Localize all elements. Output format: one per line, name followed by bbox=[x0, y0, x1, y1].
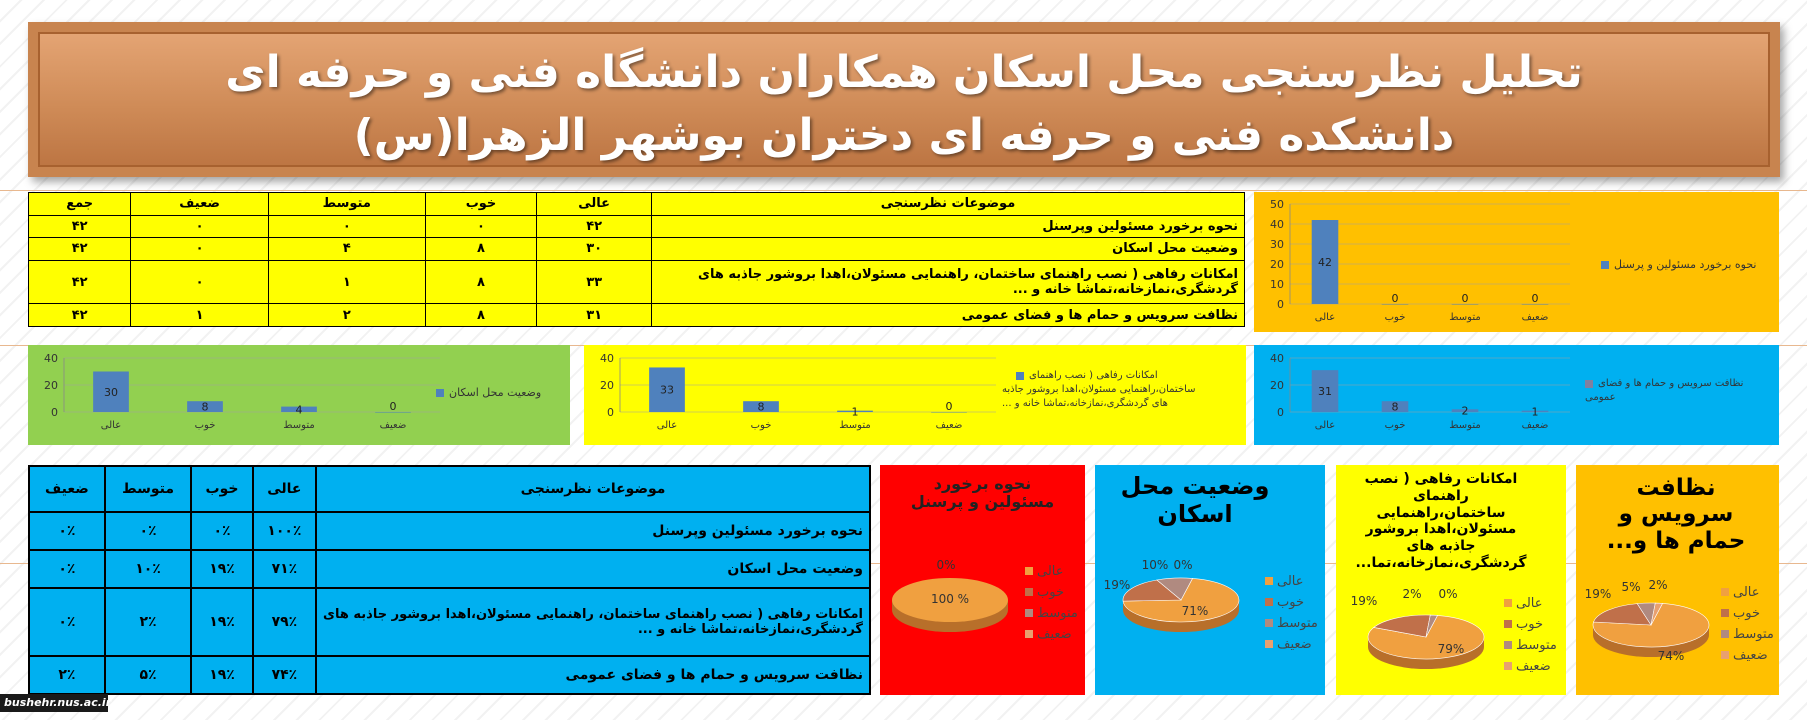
legend-label: عالی bbox=[1277, 574, 1304, 589]
table-cell: نظافت سرویس و حمام ها و فضای عمومی bbox=[316, 656, 870, 694]
bar-chart-svg bbox=[1254, 192, 1594, 332]
bar-chart-panel-1 bbox=[1254, 192, 1779, 332]
table-cell: ۱۰٪ bbox=[105, 550, 191, 588]
pie-title-line: نحوه برخورد bbox=[933, 474, 1032, 493]
table-cell: ۴ bbox=[268, 238, 425, 261]
table-cell: ۱۹٪ bbox=[191, 588, 253, 656]
pie-data-label: 74% bbox=[1657, 649, 1685, 663]
x-tick-label: ضعیف bbox=[379, 420, 407, 431]
data-label: 1 bbox=[1531, 405, 1539, 419]
table-cell: ۰ bbox=[131, 215, 269, 238]
bar-chart-panel-2 bbox=[28, 345, 570, 445]
x-tick-label: متوسط bbox=[283, 420, 315, 431]
y-tick-label: 20 bbox=[1270, 379, 1284, 392]
pie-data-label: 2% bbox=[1648, 578, 1668, 592]
banner-title-line2: دانشکده فنی و حرفه ای دختران بوشهر الزهرا(س) bbox=[353, 110, 1455, 161]
legend-swatch bbox=[1025, 630, 1033, 638]
table-cell: ۲ bbox=[268, 304, 425, 327]
legend-swatch bbox=[1721, 609, 1729, 617]
table-cell: ۳۳ bbox=[537, 260, 652, 304]
legend-label: عمومی bbox=[1585, 392, 1616, 403]
table-cell: ۰٪ bbox=[29, 550, 105, 588]
chart-legend bbox=[1585, 377, 1765, 405]
chart-legend bbox=[1601, 254, 1771, 275]
x-tick-label: متوسط bbox=[1449, 420, 1481, 431]
pie-title-line: اسکان bbox=[1157, 499, 1233, 528]
y-tick-label: 0 bbox=[1277, 406, 1284, 419]
data-label: 8 bbox=[1391, 400, 1399, 414]
y-tick-label: 40 bbox=[1270, 218, 1284, 231]
x-tick-label: ضعیف bbox=[1521, 420, 1549, 431]
legend-label: عالی bbox=[1516, 596, 1543, 611]
table-cell: ۷۴٪ bbox=[253, 656, 316, 694]
pie-chart-svg bbox=[1336, 465, 1566, 695]
legend-swatch bbox=[1585, 380, 1593, 388]
y-tick-label: 30 bbox=[1270, 238, 1284, 251]
pie-title-line: مسئولان،اهدا بروشور bbox=[1365, 521, 1517, 538]
table-cell: ۱۰۰٪ bbox=[253, 512, 316, 550]
x-tick-label: خوب bbox=[750, 420, 772, 431]
table-cell: ۵٪ bbox=[105, 656, 191, 694]
table-row bbox=[29, 550, 870, 588]
x-tick-label: عالی bbox=[100, 420, 122, 431]
table-cell: ۴۲ bbox=[29, 304, 131, 327]
table-cell: ۱ bbox=[131, 304, 269, 327]
pie-title-line: مسئولین و پرسنل bbox=[910, 492, 1055, 512]
pie-data-label: 0% bbox=[1173, 558, 1193, 572]
legend-swatch bbox=[1016, 372, 1024, 380]
y-tick-label: 0 bbox=[51, 406, 58, 419]
x-tick-label: ضعیف bbox=[1521, 312, 1549, 323]
chart-legend bbox=[436, 382, 556, 403]
legend-swatch bbox=[1504, 620, 1512, 628]
table-header-row bbox=[29, 466, 870, 512]
table-row bbox=[29, 656, 870, 694]
pie-chart-svg bbox=[1576, 465, 1779, 695]
table-cell: ۰٪ bbox=[105, 512, 191, 550]
data-label: 33 bbox=[660, 383, 674, 397]
legend-label: خوب bbox=[1277, 595, 1304, 610]
pie-title-line: سرویس و bbox=[1618, 501, 1734, 528]
pie-data-label: 0% bbox=[1438, 587, 1458, 601]
legend-swatch bbox=[1721, 630, 1729, 638]
data-label: 30 bbox=[104, 385, 118, 399]
table-cell: ۳۱ bbox=[537, 304, 652, 327]
x-tick-label: متوسط bbox=[839, 420, 871, 431]
pie-panel-4 bbox=[1576, 465, 1779, 695]
data-label: 1 bbox=[851, 405, 859, 419]
pie-chart-svg bbox=[880, 465, 1085, 695]
table-cell: ۱۹٪ bbox=[191, 656, 253, 694]
bar-chart-svg bbox=[1254, 345, 1584, 445]
x-tick-label: عالی bbox=[1314, 420, 1336, 431]
x-tick-label: متوسط bbox=[1449, 312, 1481, 323]
col-header: ضعیف bbox=[131, 193, 269, 216]
data-label: 0 bbox=[1461, 292, 1469, 305]
x-tick-label: عالی bbox=[656, 420, 678, 431]
legend-label: متوسط bbox=[1516, 638, 1557, 653]
legend-label: متوسط bbox=[1277, 616, 1318, 631]
pie-data-label: 19% bbox=[1584, 587, 1612, 601]
y-tick-label: 40 bbox=[44, 352, 58, 365]
pie-title-line: امکانات رفاهی ( نصب bbox=[1364, 471, 1518, 487]
pie-data-label: 100 % bbox=[930, 592, 970, 606]
pie-title-line: راهنمای bbox=[1413, 487, 1469, 504]
pie-data-label: 0% bbox=[936, 558, 956, 572]
table-cell: وضعیت محل اسکان bbox=[316, 550, 870, 588]
counts-table bbox=[28, 192, 1245, 327]
legend-label: عالی bbox=[1733, 585, 1760, 600]
legend-label: های گردشگری،نمازخانه،تماشا خانه و ... bbox=[1002, 398, 1168, 409]
table-row bbox=[29, 588, 870, 656]
col-header: خوب bbox=[191, 466, 253, 512]
table-cell: امکانات رفاهی ( نصب راهنمای ساختمان، راهنمایی مسئولان،اهدا بروشور جاذبه های گردشگری،نمازخانه،تماشا خانه و ... bbox=[316, 588, 870, 656]
pie-data-label: 19% bbox=[1103, 578, 1131, 592]
col-header: متوسط bbox=[105, 466, 191, 512]
pie-title-line: نظافت bbox=[1636, 475, 1716, 501]
pie-panel-2 bbox=[1095, 465, 1325, 695]
y-tick-label: 40 bbox=[600, 352, 614, 365]
table-cell: ۴۲ bbox=[537, 215, 652, 238]
pie-data-label: 2% bbox=[1402, 587, 1422, 601]
pie-title-line: جاذبه های bbox=[1406, 538, 1476, 555]
chart-legend bbox=[1002, 369, 1232, 411]
col-header: موضوعات نظرسنجی bbox=[316, 466, 870, 512]
data-label: 0 bbox=[945, 400, 953, 413]
title-banner bbox=[28, 22, 1780, 177]
pie-title-line: حمام ها و... bbox=[1606, 527, 1746, 554]
site-logo: bushehr.nus.ac.ir bbox=[0, 694, 108, 712]
table-cell: ۰٪ bbox=[29, 512, 105, 550]
data-label: 0 bbox=[389, 400, 397, 413]
y-tick-label: 0 bbox=[1277, 298, 1284, 311]
bar-chart-svg bbox=[584, 345, 1004, 445]
bar-chart-svg bbox=[28, 345, 448, 445]
divider bbox=[0, 190, 1807, 191]
col-header: عالی bbox=[537, 193, 652, 216]
legend-swatch bbox=[1265, 619, 1273, 627]
col-header: عالی bbox=[253, 466, 316, 512]
table-cell: ۴۲ bbox=[29, 238, 131, 261]
legend-swatch bbox=[1265, 577, 1273, 585]
table-row bbox=[29, 512, 870, 550]
legend-label: ضعیف bbox=[1733, 648, 1768, 663]
data-label: 8 bbox=[757, 400, 765, 414]
legend-label: خوب bbox=[1733, 606, 1760, 621]
pie-title-line: ساختمان،راهنمایی bbox=[1376, 504, 1506, 521]
banner-title-line1: تحلیل نظرسنجی محل اسکان همکاران دانشگاه فنی و حرفه ای bbox=[225, 47, 1583, 98]
data-label: 2 bbox=[1461, 404, 1469, 418]
table-cell: ۴۲ bbox=[29, 260, 131, 304]
data-label: 4 bbox=[295, 403, 303, 417]
pie-data-label: 5% bbox=[1621, 580, 1641, 594]
table-cell: ۸ bbox=[425, 260, 537, 304]
table-cell: نحوه برخورد مسئولین وپرسنل bbox=[316, 512, 870, 550]
col-header: خوب bbox=[425, 193, 537, 216]
table-cell: نحوه برخورد مسئولین وپرسنل bbox=[652, 215, 1245, 238]
table-cell: ۷۱٪ bbox=[253, 550, 316, 588]
y-tick-label: 50 bbox=[1270, 198, 1284, 211]
table-cell: ۲٪ bbox=[29, 656, 105, 694]
y-tick-label: 10 bbox=[1270, 278, 1284, 291]
table-cell: ۴۲ bbox=[29, 215, 131, 238]
table-cell: امکانات رفاهی ( نصب راهنمای ساختمان، راهنمایی مسئولان،اهدا بروشور جاذبه های گردشگری،نمازخانه،تماشا خانه و ... bbox=[652, 260, 1245, 304]
legend-swatch bbox=[436, 389, 444, 397]
legend-label: ضعیف bbox=[1516, 659, 1551, 674]
legend-swatch bbox=[1601, 261, 1609, 269]
table-cell: ۲٪ bbox=[105, 588, 191, 656]
table-cell: ۰ bbox=[425, 215, 537, 238]
legend-swatch bbox=[1504, 599, 1512, 607]
table-row bbox=[29, 215, 1245, 238]
data-label: 31 bbox=[1318, 385, 1332, 399]
pie-data-label: 19% bbox=[1350, 594, 1378, 608]
legend-label: متوسط bbox=[1733, 627, 1774, 642]
x-tick-label: عالی bbox=[1314, 312, 1336, 323]
table-cell: وضعیت محل اسکان bbox=[652, 238, 1245, 261]
table-header-row bbox=[29, 193, 1245, 216]
table-cell: ۱ bbox=[268, 260, 425, 304]
legend-label: نظافت سرویس و حمام ها و فضای bbox=[1598, 378, 1744, 389]
x-tick-label: ضعیف bbox=[935, 420, 963, 431]
table-cell: ۳۰ bbox=[537, 238, 652, 261]
y-tick-label: 20 bbox=[1270, 258, 1284, 271]
x-tick-label: خوب bbox=[1384, 420, 1406, 431]
legend-label: خوب bbox=[1516, 617, 1543, 632]
table-cell: ۸ bbox=[425, 238, 537, 261]
table-row bbox=[29, 238, 1245, 261]
col-header: موضوعات نظرسنجی bbox=[652, 193, 1245, 216]
legend-swatch bbox=[1721, 651, 1729, 659]
col-header: متوسط bbox=[268, 193, 425, 216]
table-row bbox=[29, 260, 1245, 304]
legend-label: ساختمان،راهنمایی مسئولان،اهدا بروشور جاذبه bbox=[1002, 384, 1196, 395]
percent-table bbox=[28, 465, 871, 695]
legend-label: ضعیف bbox=[1037, 627, 1072, 642]
table-cell: ۰ bbox=[131, 260, 269, 304]
col-header: جمع bbox=[29, 193, 131, 216]
legend-label: خوب bbox=[1037, 585, 1064, 600]
legend-label: عالی bbox=[1037, 564, 1064, 579]
table-cell: ۰ bbox=[131, 238, 269, 261]
legend-swatch bbox=[1265, 640, 1273, 648]
pie-chart-svg bbox=[1095, 465, 1325, 695]
pie-panel-1 bbox=[880, 465, 1085, 695]
bar-chart-panel-4 bbox=[1254, 345, 1779, 445]
legend-swatch bbox=[1504, 662, 1512, 670]
table-row bbox=[29, 304, 1245, 327]
data-label: 0 bbox=[1391, 292, 1399, 305]
legend-label: نحوه برخورد مسئولین و پرسنل bbox=[1614, 258, 1757, 271]
table-cell: ۰٪ bbox=[191, 512, 253, 550]
legend-swatch bbox=[1025, 609, 1033, 617]
legend-swatch bbox=[1721, 588, 1729, 596]
legend-swatch bbox=[1025, 588, 1033, 596]
legend-swatch bbox=[1025, 567, 1033, 575]
y-tick-label: 0 bbox=[607, 406, 614, 419]
pie-data-label: 10% bbox=[1141, 558, 1169, 572]
legend-swatch bbox=[1265, 598, 1273, 606]
data-label: 42 bbox=[1318, 256, 1332, 269]
pie-panel-3 bbox=[1336, 465, 1566, 695]
data-label: 0 bbox=[1531, 292, 1539, 305]
legend-label: وضعیت محل اسکان bbox=[449, 386, 542, 399]
pie-title-line: گردشگری،نمازخانه،تما... bbox=[1355, 554, 1527, 571]
y-tick-label: 20 bbox=[600, 379, 614, 392]
table-cell: نظافت سرویس و حمام ها و فضای عمومی bbox=[652, 304, 1245, 327]
table-cell: ۸ bbox=[425, 304, 537, 327]
table-cell: ۰٪ bbox=[29, 588, 105, 656]
pie-data-label: 71% bbox=[1181, 604, 1209, 618]
legend-label: متوسط bbox=[1037, 606, 1078, 621]
x-tick-label: خوب bbox=[194, 420, 216, 431]
table-cell: ۷۹٪ bbox=[253, 588, 316, 656]
table-cell: ۰ bbox=[268, 215, 425, 238]
legend-swatch bbox=[1504, 641, 1512, 649]
data-label: 8 bbox=[201, 400, 209, 414]
col-header: ضعیف bbox=[29, 466, 105, 512]
table-cell: ۱۹٪ bbox=[191, 550, 253, 588]
x-tick-label: خوب bbox=[1384, 312, 1406, 323]
legend-label: امکانات رفاهی ( نصب راهنمای bbox=[1029, 370, 1158, 381]
y-tick-label: 20 bbox=[44, 379, 58, 392]
legend-label: ضعیف bbox=[1277, 637, 1312, 652]
y-tick-label: 40 bbox=[1270, 352, 1284, 365]
bar-chart-panel-3 bbox=[584, 345, 1246, 445]
pie-title-line: وضعیت محل bbox=[1120, 472, 1270, 500]
pie-data-label: 79% bbox=[1437, 642, 1465, 656]
